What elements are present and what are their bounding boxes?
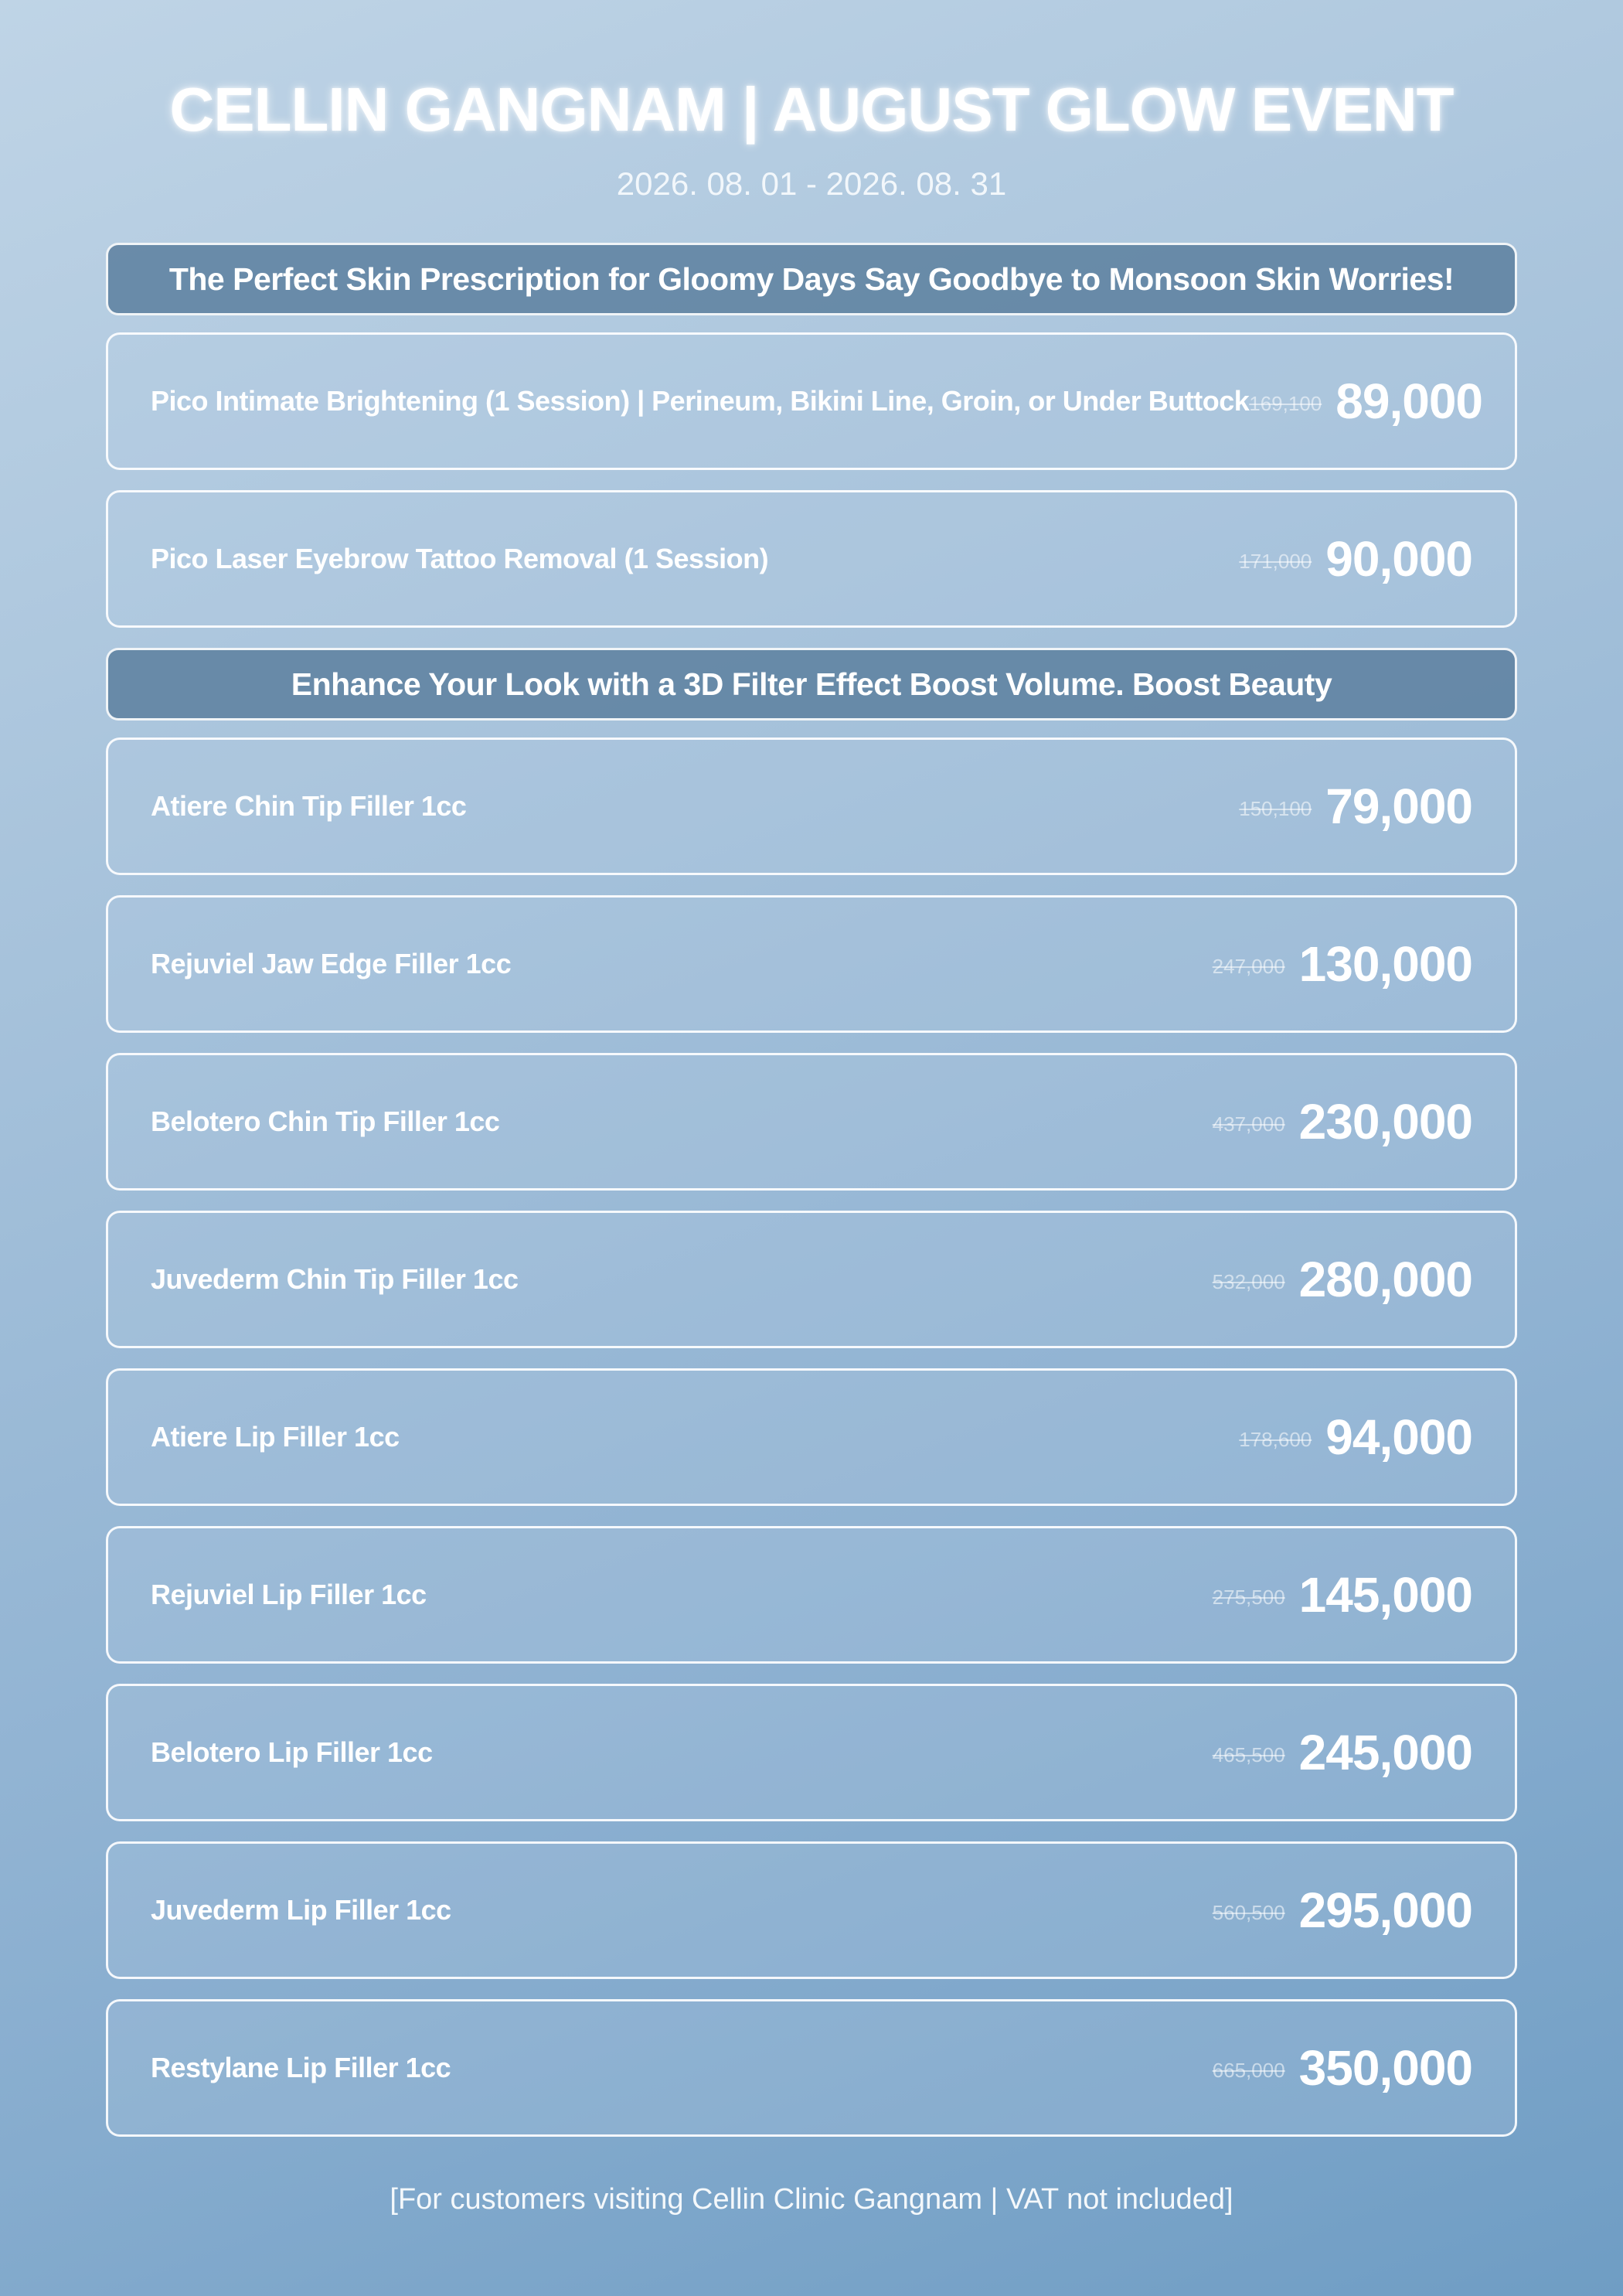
event-price: 350,000	[1298, 2040, 1472, 2096]
item-name: Belotero Lip Filler 1cc	[151, 1736, 433, 1768]
item-name: Pico Laser Eyebrow Tattoo Removal (1 Session)	[151, 543, 769, 574]
event-price: 245,000	[1298, 1725, 1472, 1780]
price-row	[106, 1526, 1517, 1664]
section-banner-skin: The Perfect Skin Prescription for Gloomy Days Say Goodbye to Monsoon Skin Worries!	[106, 243, 1517, 315]
original-price: 150,100	[1239, 796, 1312, 820]
event-price: 94,000	[1325, 1409, 1472, 1465]
item-name: Rejuviel Lip Filler 1cc	[151, 1579, 427, 1610]
section-banner-filler: Enhance Your Look with a 3D Filter Effect Boost Volume. Boost Beauty	[106, 648, 1517, 720]
price-row	[106, 1368, 1517, 1506]
event-dates: 2026. 08. 01 - 2026. 08. 31	[616, 165, 1007, 202]
event-price: 230,000	[1298, 1094, 1472, 1150]
footer-note: [For customers visiting Cellin Clinic Gangnam | VAT not included]	[390, 2183, 1233, 2216]
original-price: 532,000	[1212, 1269, 1285, 1293]
price-row	[106, 1211, 1517, 1348]
original-price: 171,000	[1239, 549, 1312, 573]
item-name: Restylane Lip Filler 1cc	[151, 2052, 451, 2083]
event-price: 130,000	[1298, 936, 1472, 992]
item-name: Juvederm Chin Tip Filler 1cc	[151, 1263, 519, 1295]
price-row	[106, 738, 1517, 875]
event-price: 79,000	[1325, 778, 1472, 834]
price-row	[106, 895, 1517, 1033]
price-row	[106, 490, 1517, 628]
item-name: Pico Intimate Brightening (1 Session) | Perineum, Bikini Line, Groin, or Under Buttock	[151, 385, 1250, 417]
page-title: CELLIN GANGNAM | AUGUST GLOW EVENT	[169, 75, 1454, 144]
original-price: 437,000	[1212, 1112, 1285, 1136]
original-price: 665,000	[1212, 2058, 1285, 2082]
price-row	[106, 332, 1517, 470]
price-row	[106, 1999, 1517, 2137]
item-name: Juvederm Lip Filler 1cc	[151, 1894, 451, 1926]
item-name: Rejuviel Jaw Edge Filler 1cc	[151, 948, 512, 979]
event-price: 145,000	[1298, 1567, 1472, 1623]
event-price: 90,000	[1325, 531, 1472, 587]
original-price: 169,100	[1249, 391, 1322, 415]
original-price: 465,500	[1212, 1742, 1285, 1766]
price-row	[106, 1684, 1517, 1821]
original-price: 247,000	[1212, 954, 1285, 978]
original-price: 275,500	[1212, 1585, 1285, 1609]
original-price: 178,600	[1239, 1427, 1312, 1451]
event-price: 280,000	[1298, 1252, 1472, 1307]
price-row	[106, 1053, 1517, 1191]
event-price: 295,000	[1298, 1882, 1472, 1938]
item-name: Atiere Lip Filler 1cc	[151, 1421, 400, 1453]
event-price: 89,000	[1335, 373, 1482, 429]
original-price: 560,500	[1212, 1900, 1285, 1924]
item-name: Belotero Chin Tip Filler 1cc	[151, 1105, 500, 1137]
item-name: Atiere Chin Tip Filler 1cc	[151, 790, 467, 822]
price-row	[106, 1841, 1517, 1979]
price-list	[106, 243, 1517, 2157]
